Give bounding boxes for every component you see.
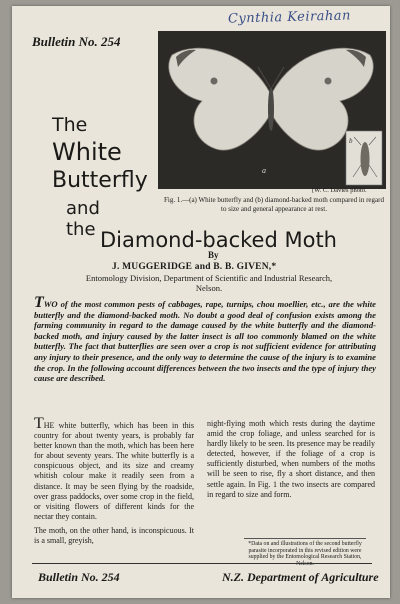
butterfly-photo: [158, 31, 386, 189]
footer-bulletin-number: Bulletin No. 254: [38, 570, 120, 584]
title-line-white: White: [52, 138, 122, 166]
figure-label-a: a: [262, 166, 266, 175]
byline-by: By: [208, 250, 219, 260]
bulletin-number: Bulletin No. 254: [32, 34, 121, 49]
footnote: *Data on and illustrations of the second butterfly parasite incorporated in this revised edition were supplied by the Entomological Research Station,: [244, 538, 366, 567]
title-line-and-the: and the: [66, 198, 100, 240]
intro-paragraph: [34, 294, 376, 384]
body-column-left: [34, 415, 194, 550]
figure-caption: Fig. 1.—(a) White butterfly and (b) diamond-backed moth compared in regard to size and general appearance at rest.: [164, 196, 384, 213]
figure-photo: [158, 31, 386, 189]
intro-text: WO of the most common pests of cabbages, rape, turnips, chou moellier, etc., are the white butterfly and the diamond-backed moth. No doubt a good deal of confusion exists among the farming community in regard to the damage caused by the white butterfly and the diamond-backed moth, and injury caused by the latter insect is all too commonly blamed on the white butterfly. The fact that butterflies are seen over a crop is not sufficient evidence for attributing any injury to their presence, and the only way to determine the cause of the injury is to examine the crop. In the following account differences between the two insects and the type of injury they cause are described.: [34, 299, 376, 384]
bulletin-page: [12, 6, 390, 598]
body-paragraph: night-flying moth which rests during the daytime amid the crop foliage, and unless searched for is hardly likely to be seen. Its presence may be readily detected, however, if the foliage of a crop is sufficiently disturbed, when numbers of the moths will be seen to rise, fly a short distance, and then settle again. In Fig. 1 the two insects are compared in regard to size and form.: [207, 419, 375, 499]
footer-department: N.Z. Department of Agriculture: [222, 570, 379, 584]
body-column-right: [207, 419, 375, 504]
title-line-diamond-backed-moth: Diamond-backed Moth: [100, 228, 337, 252]
handwritten-signature: Cynthia Keirahan: [227, 8, 352, 27]
title-line-butterfly: Butterfly: [52, 168, 148, 193]
figure-label-b: b: [349, 137, 353, 145]
body-dropcap: T: [34, 415, 44, 432]
body-paragraph: [34, 415, 194, 522]
intro-dropcap: T: [34, 294, 44, 311]
body-text: HE white butterfly, which has been in this country for about twenty years, is probably far better known than the moth, which has been here for about seventy years. The white butterfly is a conspicuous object, and its size and creamy whitish colour make it readily seen from a distance. It may be seen flying by the roadside, over grass paddocks, over some crop in the field, or visiting flowers of different kinds for the nectar they contain.: [34, 421, 194, 521]
footer-divider: [32, 563, 372, 564]
title-line-the: The: [52, 114, 88, 136]
byline-authors: J. MUGGERIDGE and B. B. GIVEN,*: [112, 262, 277, 272]
body-paragraph: The moth, on the other hand, is inconspicuous. It is a small, greyish,: [34, 525, 194, 546]
byline-affiliation: Entomology Division, Department of Scientific and Industrial Research, Nelson.: [85, 273, 333, 293]
photo-credit: [W. C. Davies photo.: [312, 187, 367, 194]
